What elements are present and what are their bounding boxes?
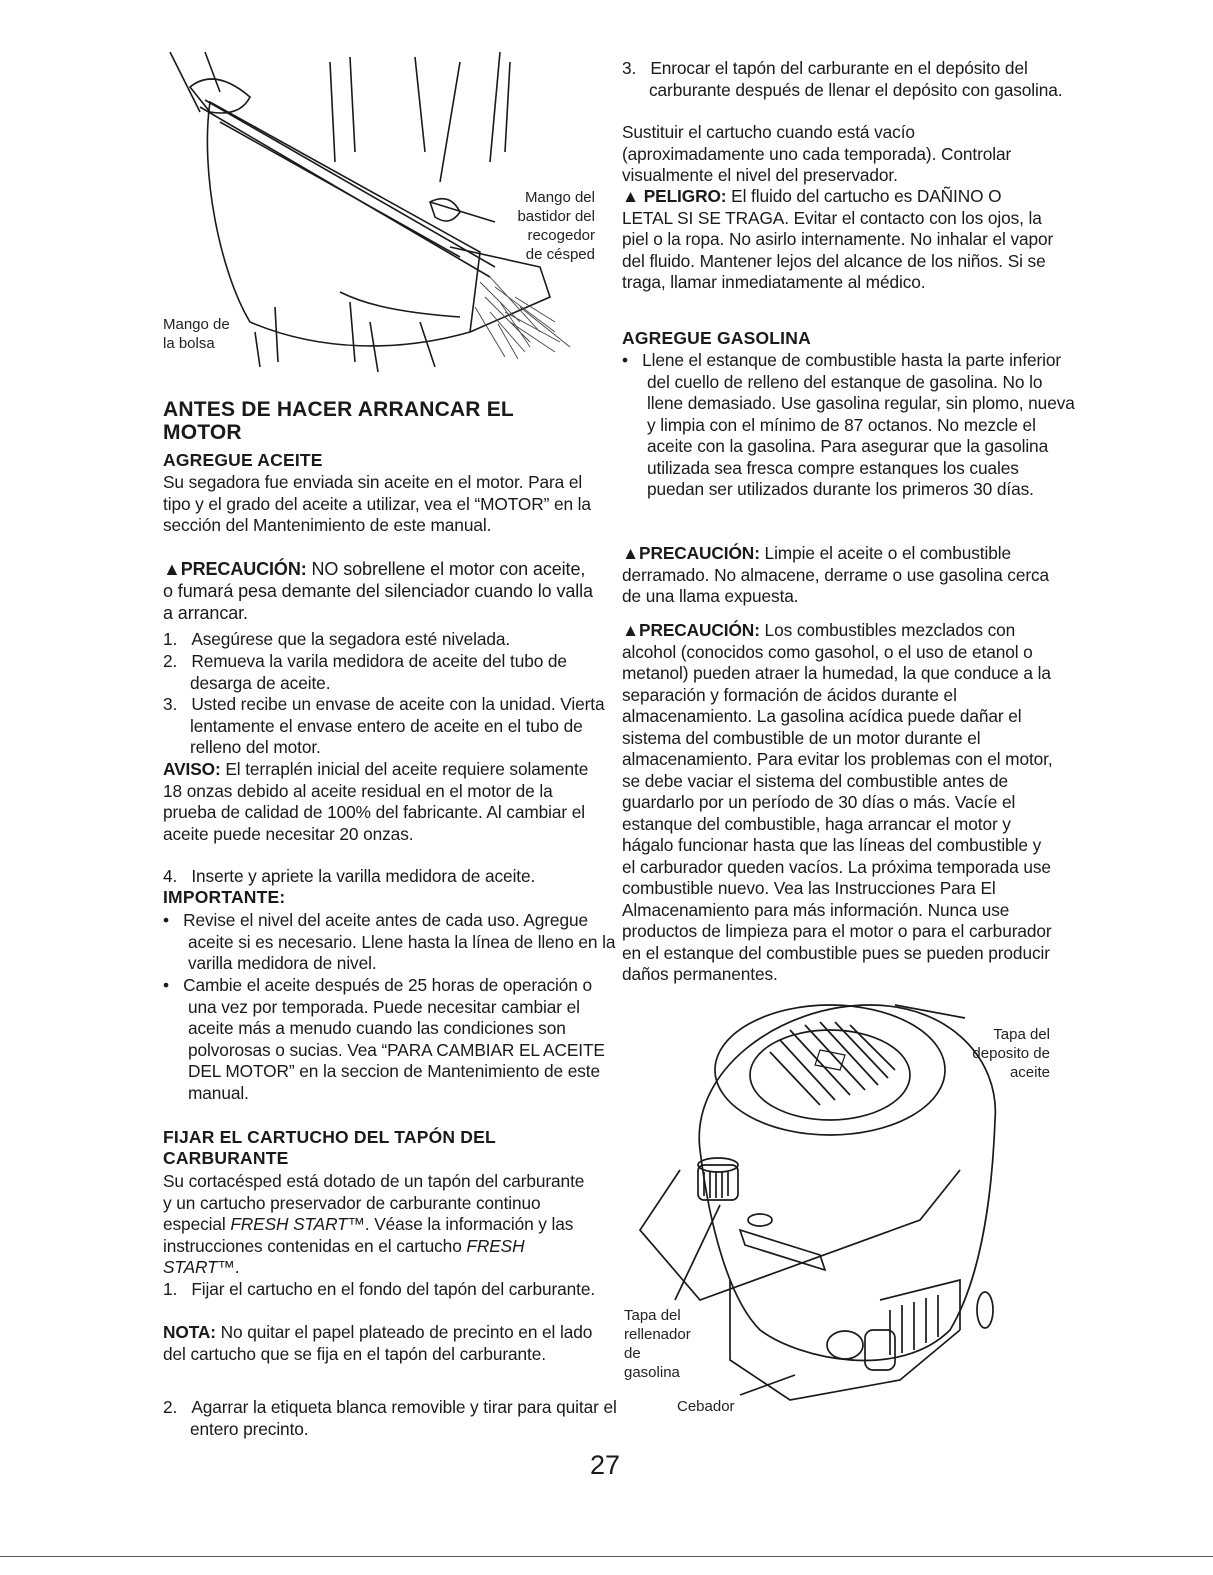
label-oil-cap: Tapa del deposito de aceite — [972, 1026, 1050, 1081]
page-bottom-rule — [0, 1556, 1213, 1557]
danger-icon: ▲ — [622, 186, 644, 206]
label-fuel-filler-cap: Tapa del rellenador de gasolina — [624, 1307, 691, 1381]
caution-label: PRECAUCIÓN: — [180, 559, 307, 579]
subheading-add-oil: AGREGUE ACEITE — [163, 450, 323, 470]
page-number: 27 — [590, 1450, 621, 1480]
caution-text-3: Los combustibles mezclados con alcohol (conocidos como gasohol, o el uso de etanol o metanol) pueden atraer la humedad, la que conduce a la separación y formación de ácidos durante el almacenamiento. La gasolina acídica puede dañar el sistema del combustible de un motor durante el almacenamiento. Para evitar los problemas con el motor, se debe vaciar el sistema del combustible antes de guardarlo por un período de 30 días o más. Vacíe el estanque del combustible, haga arrancar el motor y hágalo funcionar hasta que las líneas del combustible y el carburador queden vacíos. La próxima temporada use combustible nuevo. Vea las Instrucciones Para El Almacenamiento para más información. Nunca use productos de limpieza para el motor o para el carburador en el estanque del combustible pues se pueden producir daños permanentes. — [622, 620, 1053, 984]
bullet-change-oil: • Cambie el aceite después de 25 horas de operación o una vez por temporada. Puede necesitar cambiar el aceite más a menudo cuando las condiciones son polvorosas o sucias. Vea “PARA CAMBIAR EL ACEITE DEL MOTOR” en la seccion de Mantenimiento de este manual. — [163, 975, 605, 1103]
fuel-step-1: 1. Fijar el cartucho en el fondo del tapón del carburante. — [163, 1279, 596, 1299]
subheading-fuel-cartridge: FIJAR EL CARTUCHO DEL TAPÓN DEL CARBURANTE — [163, 1127, 496, 1168]
bullet-fill-tank: • Llene el estanque de combustible hasta la parte inferior del cuello de relleno del estanque de gasolina. No lo llene demasiado. Use gasolina regular, sin plomo, nueva y limpia con el mínimo de 87 octanos. No mezcle el aceite con la gasolina. Para asegurar que la gasolina utilizada sea fresca compre estanques los cuales puedan ser utilizados durante los primeros 30 días. — [622, 350, 1075, 499]
caution-label-2: PRECAUCIÓN: — [639, 543, 760, 563]
note-label: NOTA: — [163, 1322, 216, 1342]
section-heading-before-starting: ANTES DE HACER ARRANCAR EL MOTOR — [163, 398, 514, 444]
paragraph-add-oil: Su segadora fue enviada sin aceite en el motor. Para el tipo y el grado del aceite a utilizar, vea el “MOTOR” en la sección del Mantenimiento de este manual. — [163, 472, 591, 535]
label-bag-handle: Mango de la bolsa — [163, 316, 230, 352]
label-catcher-frame-handle: Mango del bastidor del recogedor de césped — [517, 189, 595, 263]
caution-alcohol-fuels — [622, 620, 1054, 986]
danger-text: El fluido del cartucho es DAÑINO O LETAL SI SE TRAGA. Evitar el contacto con los ojos, la piel o la ropa. No asirlo internamente. No inhalar el vapor del fluido. Mantener lejos del alcance de los niños. Si se traga, llamar inmediatamente al médico. — [622, 186, 1054, 292]
paragraph-fuel-cartridge: Su cortacésped está dotado de un tapón del carburante y un cartucho preservador de carburante continuo especial FRESH START™. Véase la información y las instrucciones contenidas en el cartucho FRESH START™. — [163, 1171, 585, 1277]
caution-spilled-fuel — [622, 543, 1054, 608]
subheading-add-gasoline: AGREGUE GASOLINA — [622, 328, 811, 348]
caution-label-3: PRECAUCIÓN: — [639, 620, 760, 640]
step-2: 2. Remueva la varila medidora de aceite del tubo de desarga de aceite. — [163, 651, 567, 693]
step-3: 3. Usted recibe un envase de aceite con la unidad. Vierta lentamente el envase entero de aceite en el tubo de relleno del motor. — [163, 694, 605, 757]
fuel-step-3: 3. Enrocar el tapón del carburante en el depósito del carburante después de llenar el depósito con gasolina. — [622, 58, 1063, 100]
danger-cartridge-fluid — [622, 186, 1054, 294]
important-heading: IMPORTANTE: — [163, 887, 286, 907]
notice-text: El terraplén inicial del aceite requiere solamente 18 onzas debido al aceite residual en el motor de la prueba de calidad de 100% del fabricante. Al cambiar el aceite puede necesitar 20 onzas. — [163, 759, 589, 844]
paragraph-replace-cartridge: Sustituir el cartucho cuando está vacío (aproximadamente uno cada temporada). Controlar visualmente el nivel del preservador. — [622, 122, 1012, 185]
warning-icon-2: ▲ — [622, 543, 640, 563]
step-4: 4. Inserte y apriete la varilla medidora de aceite. — [163, 866, 536, 886]
notice-oil — [163, 759, 593, 845]
caution-overfill — [163, 558, 593, 624]
warning-icon-3: ▲ — [622, 620, 640, 640]
notice-label: AVISO: — [163, 759, 221, 779]
danger-label: PELIGRO: — [643, 186, 727, 206]
fuel-step-2: 2. Agarrar la etiqueta blanca removible y tirar para quitar el entero precinto. — [163, 1397, 617, 1439]
label-primer: Cebador — [677, 1398, 735, 1415]
caution-text-2: Limpie el aceite o el combustible derramado. No almacene, derrame o use gasolina cerca de una llama expuesta. — [622, 543, 1050, 606]
bullet-check-oil: • Revise el nivel del aceite antes de cada uso. Agregue aceite si es necesario. Llene hasta la línea de lleno en la varilla medidora de nivel. — [163, 910, 616, 973]
note-text: No quitar el papel plateado de precinto en el lado del cartucho que se fija en el tapón del carburante. — [163, 1322, 593, 1364]
note-foil — [163, 1322, 593, 1365]
warning-icon: ▲ — [163, 559, 181, 579]
caution-text: NO sobrellene el motor con aceite, o fumará pesa demante del silenciador cuando lo valla a arrancar. — [163, 559, 593, 623]
step-1: 1. Asegúrese que la segadora esté nivelada. — [163, 629, 511, 649]
